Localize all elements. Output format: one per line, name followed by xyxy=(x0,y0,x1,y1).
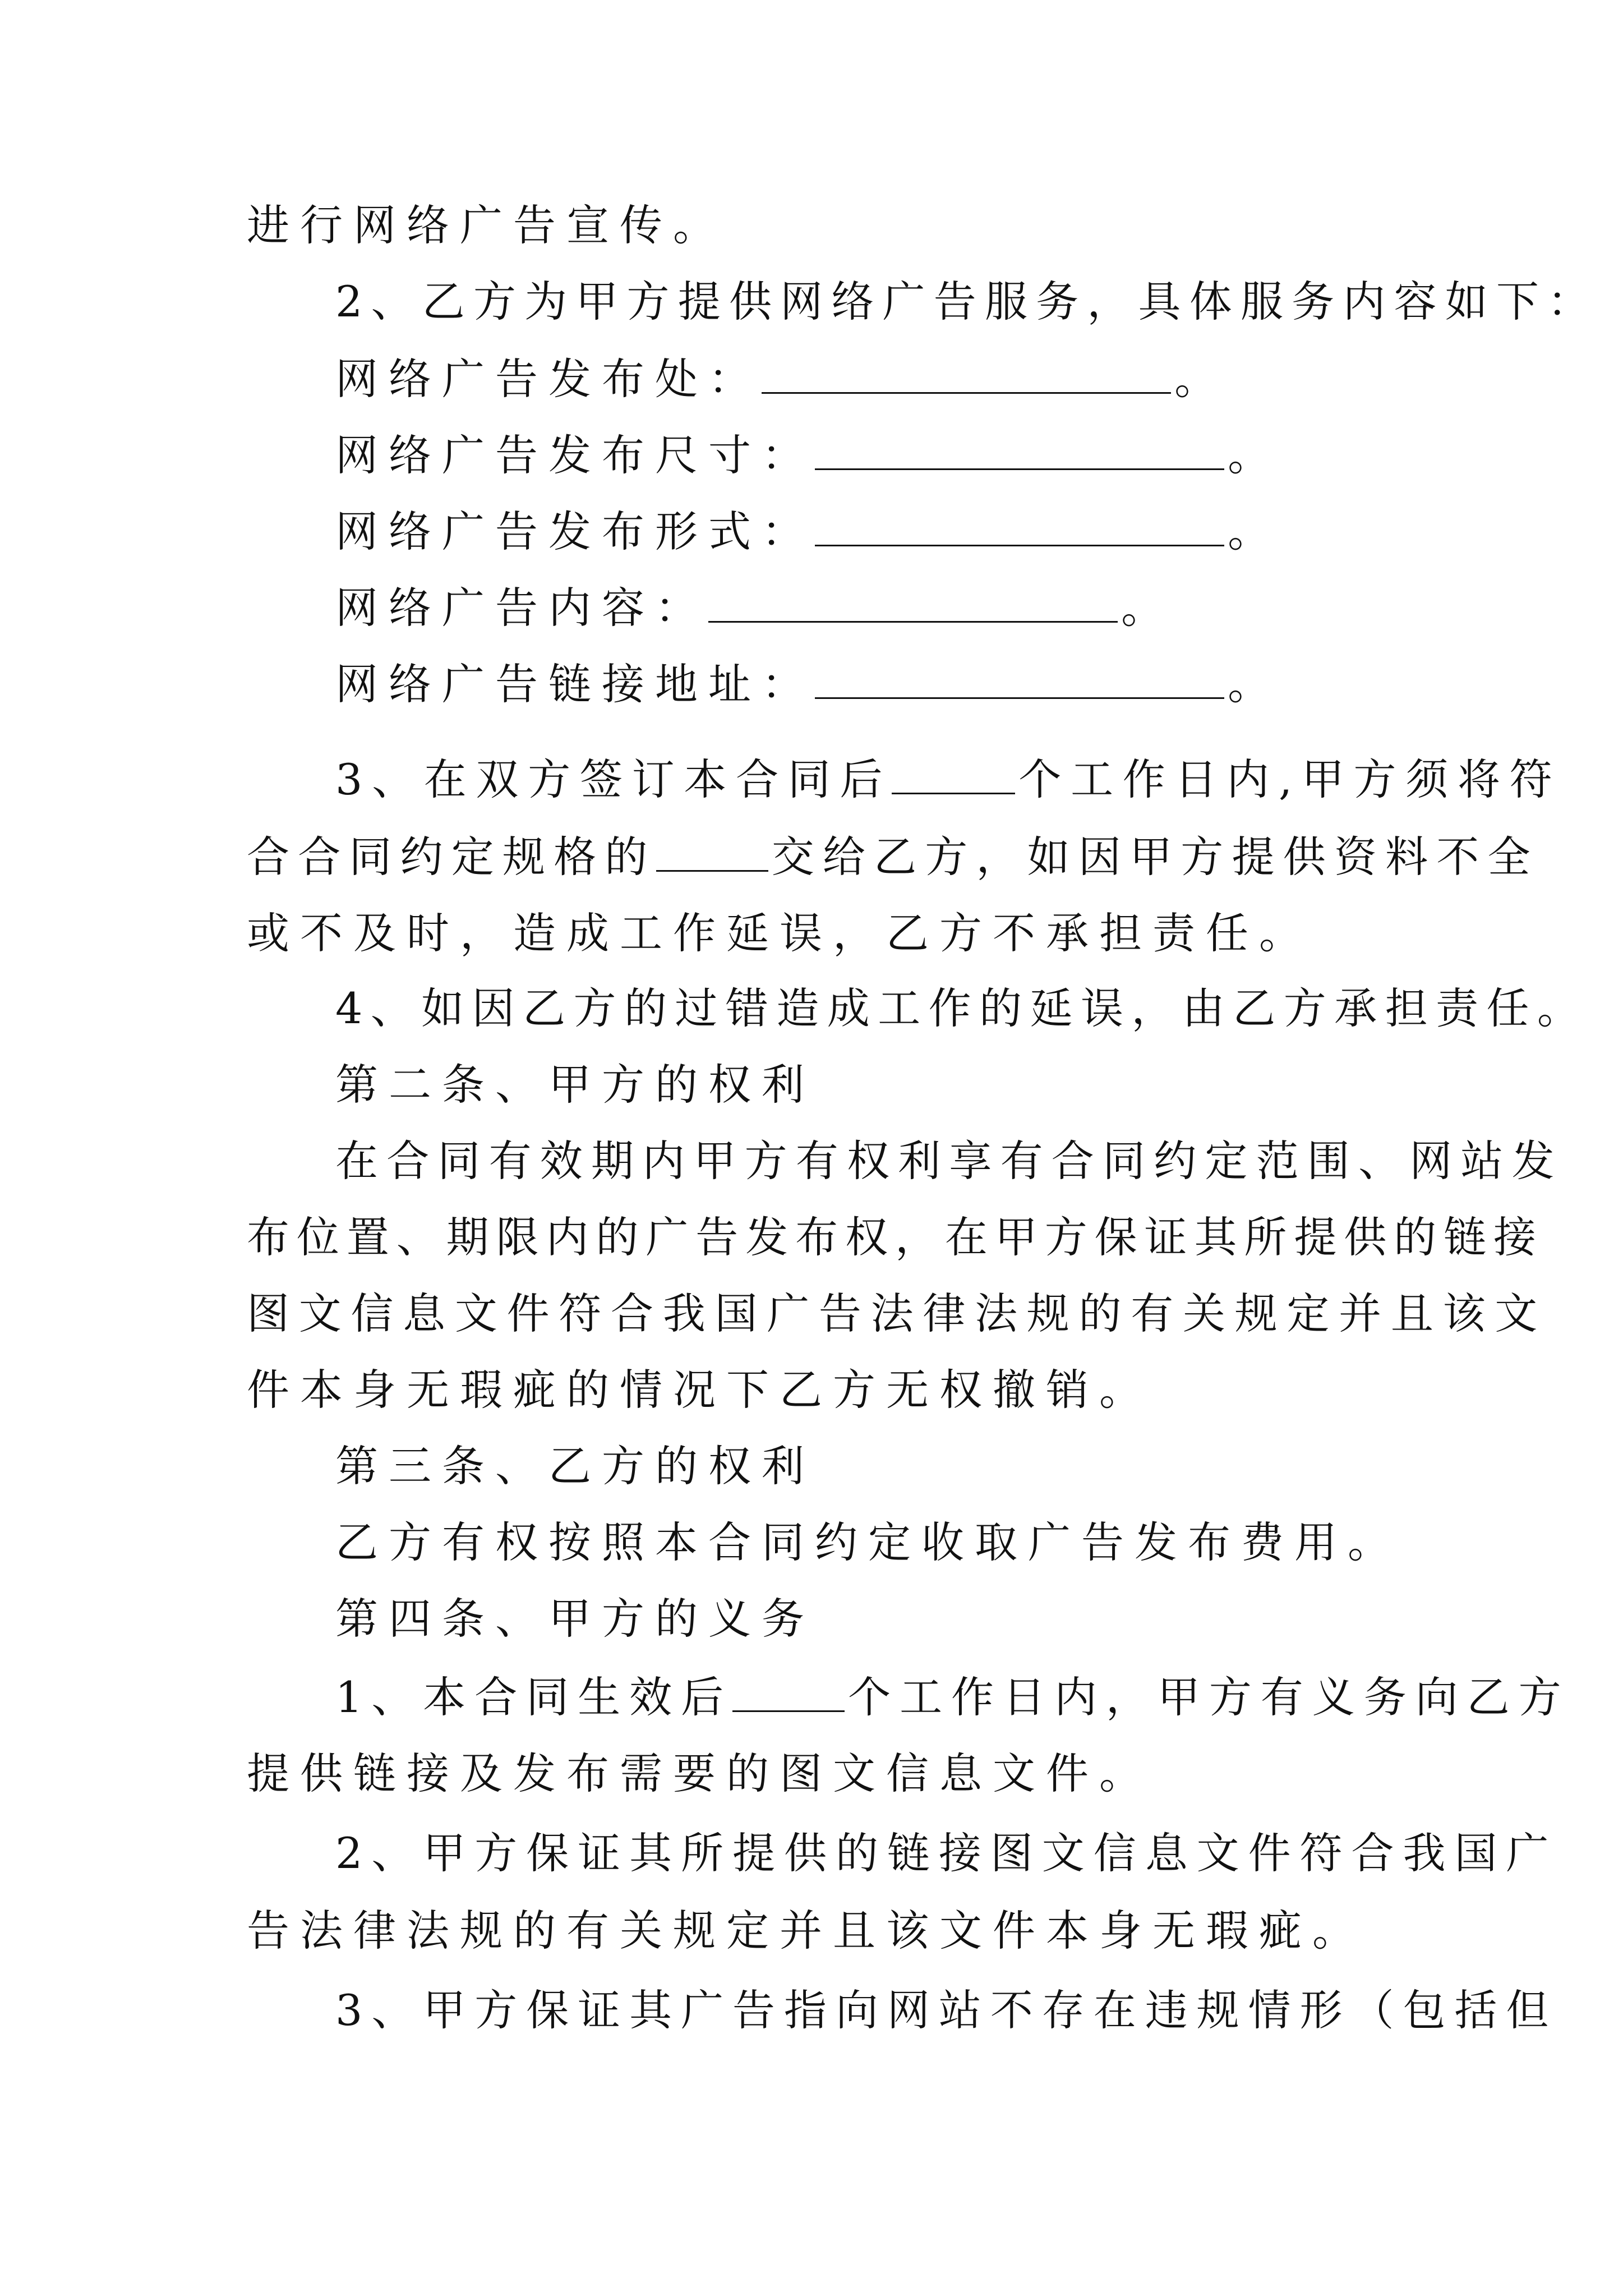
paragraph-line: 图文信息文件符合我国广告法律法规的有关规定并且该文 xyxy=(247,1289,1547,1338)
fill-in-blank xyxy=(708,583,1118,623)
paragraph-line: 4、如因乙方的过错造成工作的延误，由乙方承担责任。 xyxy=(335,983,1588,1033)
fill-in-blank xyxy=(815,659,1224,699)
form-line-publish-place xyxy=(335,351,1228,407)
paragraph-line: 2、甲方保证其所提供的链接图文信息文件符合我国广 xyxy=(335,1828,1558,1878)
text-segment: 1、本合同生效后 xyxy=(335,1672,733,1722)
period-mark: 。 xyxy=(1121,583,1175,633)
field-label: 网络广告内容： xyxy=(335,583,708,633)
period-mark: 。 xyxy=(1228,430,1281,480)
paragraph-line: 或不及时，造成工作延误，乙方不承担责任。 xyxy=(247,908,1312,958)
paragraph-line: 进行网络广告宣传。 xyxy=(247,200,726,250)
fill-in-blank xyxy=(815,430,1224,470)
text-segment: 3、在双方签订本合同后 xyxy=(335,754,892,804)
text-segment: 个工作日内，甲方有义务向乙方 xyxy=(848,1672,1570,1722)
paragraph-line: 乙方有权按照本合同约定收取广告发布费用。 xyxy=(335,1517,1401,1567)
fill-in-blank xyxy=(656,832,768,872)
paragraph-line: 件本身无瑕疵的情况下乙方无权撤销。 xyxy=(247,1365,1152,1415)
fill-in-blank xyxy=(892,754,1015,794)
form-line-publish-form xyxy=(335,504,1281,560)
field-label: 网络广告发布尺寸： xyxy=(335,430,815,480)
paragraph-line xyxy=(247,829,1539,885)
field-label: 网络广告链接地址： xyxy=(335,659,815,709)
fill-in-blank xyxy=(732,1672,845,1712)
period-mark: 。 xyxy=(1174,354,1228,404)
paragraph-line: 在合同有效期内甲方有权利享有合同约定范围、网站发 xyxy=(335,1136,1563,1186)
paragraph-line: 2、乙方为甲方提供网络广告服务，具体服务内容如下： xyxy=(335,277,1599,326)
field-label: 网络广告发布形式： xyxy=(335,507,815,556)
paragraph-line: 告法律法规的有关规定并且该文件本身无瑕疵。 xyxy=(247,1906,1366,1955)
section-heading: 第四条、甲方的义务 xyxy=(335,1594,815,1644)
section-heading: 第二条、甲方的权利 xyxy=(335,1060,815,1110)
text-segment: 交给乙方，如因甲方提供资料不全 xyxy=(771,832,1539,882)
form-line-link-address xyxy=(335,656,1281,712)
form-line-publish-size xyxy=(335,427,1281,484)
fill-in-blank xyxy=(815,507,1224,546)
text-segment: 个工作日内,甲方须将符 xyxy=(1018,754,1562,804)
paragraph-line: 3、甲方保证其广告指向网站不存在违规情形（包括但 xyxy=(335,1985,1558,2035)
text-segment: 合合同约定规格的 xyxy=(247,832,656,882)
paragraph-line: 提供链接及发布需要的图文信息文件。 xyxy=(247,1749,1152,1798)
period-mark: 。 xyxy=(1228,659,1281,709)
paragraph-line xyxy=(335,1669,1570,1726)
fill-in-blank xyxy=(762,354,1171,394)
field-label: 网络广告发布处： xyxy=(335,354,762,404)
form-line-content xyxy=(335,580,1174,636)
section-heading: 第三条、乙方的权利 xyxy=(335,1441,815,1491)
paragraph-line xyxy=(335,752,1561,808)
period-mark: 。 xyxy=(1228,507,1281,556)
paragraph-line: 布位置、期限内的广告发布权，在甲方保证其所提供的链接 xyxy=(247,1212,1543,1262)
